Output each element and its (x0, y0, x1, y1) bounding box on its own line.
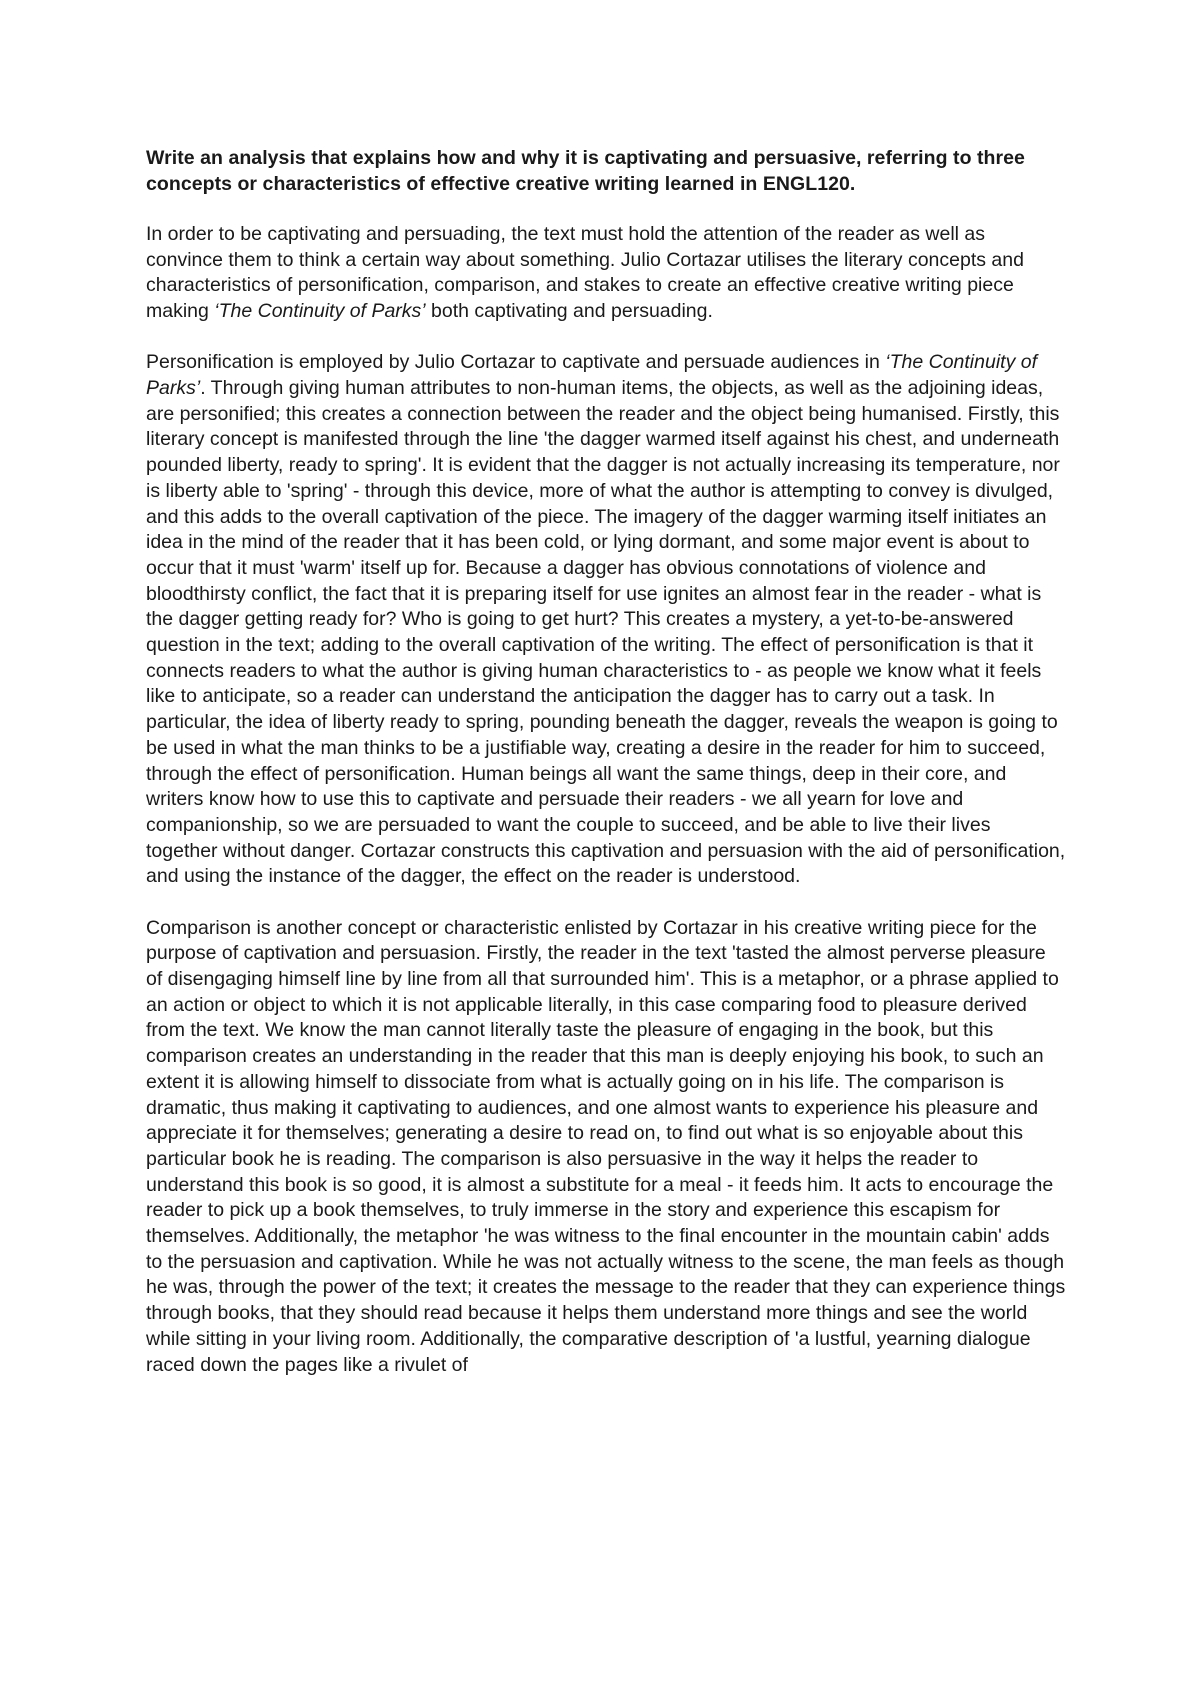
document-page (146, 146, 1066, 1378)
paragraph-text: Personification is employed by Julio Cortazar to captivate and persuade audiences in (146, 351, 886, 374)
comparison-paragraph (146, 916, 1066, 1379)
personification-paragraph (146, 350, 1066, 890)
paragraph-text: . Through giving human attributes to non-human items, the objects, as well as the adjoining ideas, are personified; this creates a connection between the reader and the object being humanised. Firstly, this literary concept is manifested through the line 'the dagger warmed itself against his chest, and underneath pounded liberty, ready to spring'. It is evident that the dagger is not actually increasing its temperature, nor is liberty able to 'spring' - through this device, more of what the author is attempting to convey is divulged, and this adds to the overall captivation of the piece. The imagery of the dagger warming itself initiates an idea in the mind of the reader that it has been cold, or lying dormant, and some major event is about to occur that it must 'warm' itself up for. Because a dagger has obvious connotations of violence and bloodthirsty conflict, the fact that it is preparing itself for use ignites an almost fear in the reader - what is the dagger getting ready for? Who is going to get hurt? This creates a mystery, a yet-to-be-answered question in the text; adding to the overall captivation of the writing. The effect of personification is that it connects readers to what the author is giving human characteristics to - as people we know what it feels like to anticipate, so a reader can understand the anticipation the dagger has to carry out a task. In particular, the idea of liberty ready to spring, pounding beneath the dagger, reveals the weapon is going to be used in what the man thinks to be a justifiable way, creating a desire in the reader for him to succeed, through the effect of personification. Human beings all want the same things, deep in their core, and writers know how to use this to captivate and persuade their readers - we all yearn for love and companionship, so we are persuaded to want the couple to succeed, and be able to live their lives together without danger. Cortazar constructs this captivation and persuasion with the aid of personification, and using the instance of the dagger, the effect on the reader is understood. (146, 377, 1066, 888)
paragraph-text: In order to be captivating and persuading, the text must hold the attention of the reader as well as convince them to think a certain way about something. Julio Cortazar utilises the literary concepts and characteristics of personification, comparison, and stakes to create an effective creative writing piece making (146, 223, 1024, 323)
text-title-italic: ‘The Continuity of Parks’ (214, 300, 426, 323)
text-title-italic: ‘The Continuity of Parks’ (146, 351, 1038, 400)
paragraph-text: Comparison is another concept or characteristic enlisted by Cortazar in his creative writing piece for the purpose of captivation and persuasion. Firstly, the reader in the text 'tasted the almost perverse pleasure of disengaging himself line by line from all that surrounded him'. This is a metaphor, or a phrase applied to an action or object to which it is not applicable literally, in this case comparing food to pleasure derived from the text. We know the man cannot literally taste the pleasure of engaging in the book, but this comparison creates an understanding in the reader that this man is deeply enjoying his book, to such an extent it is allowing himself to dissociate from what is actually going on in his life. The comparison is dramatic, thus making it captivating to audiences, and one almost wants to experience his pleasure and appreciate it for themselves; generating a desire to read on, to find out what is so enjoyable about this particular book he is reading. The comparison is also persuasive in the way it helps the reader to understand this book is so good, it is almost a substitute for a meal - it feeds him. It acts to encourage the reader to pick up a book themselves, to truly immerse in the story and experience this escapism for themselves. Additionally, the metaphor 'he was witness to the final encounter in the mountain cabin' adds to the persuasion and captivation. While he was not actually witness to the scene, the man feels as though he was, through the power of the text; it creates the message to the reader that they can experience things through books, that they should read because it helps them understand more things and see the world while sitting in your living room. Additionally, the comparative description of 'a lustful, yearning dialogue raced down the pages like a rivulet of (146, 916, 1066, 1376)
paragraph-text: both captivating and persuading. (425, 300, 713, 323)
assignment-question-heading: Write an analysis that explains how and why it is captivating and persuasive, referring to three concepts or characteristics of effective creative writing learned in ENGL120. (146, 147, 1025, 195)
introduction-paragraph (146, 222, 1066, 325)
